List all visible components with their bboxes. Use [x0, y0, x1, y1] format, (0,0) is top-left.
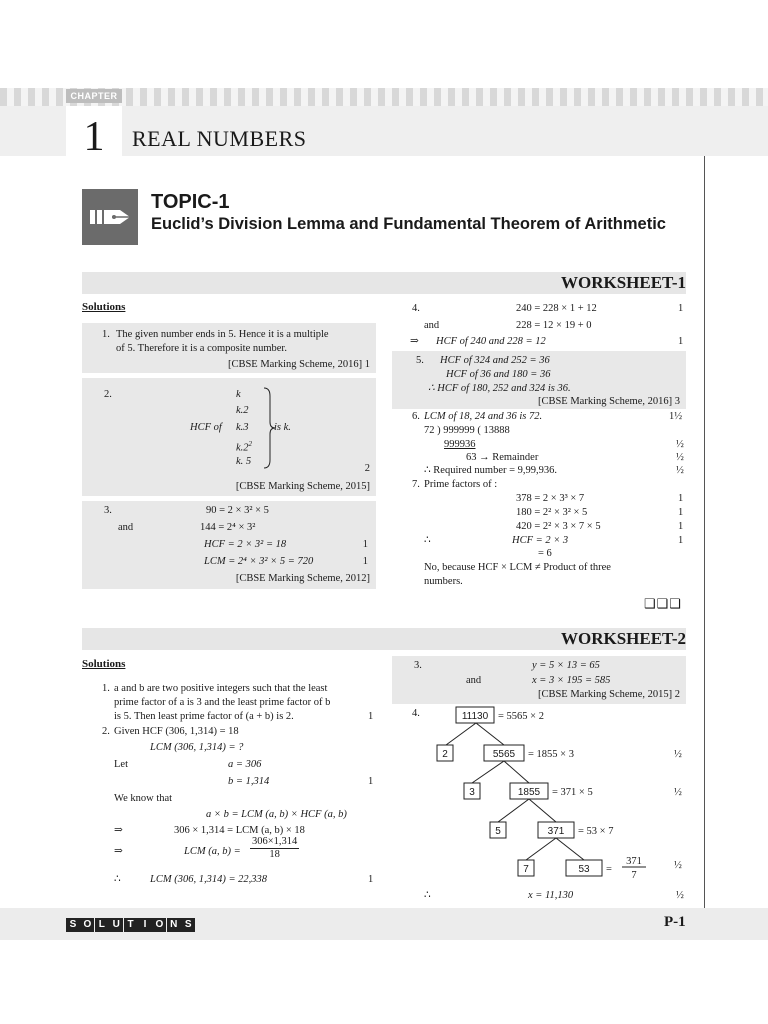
pen-nib-icon — [82, 189, 138, 245]
s7-line: 420 = 2² × 3 × 7 × 5 — [516, 521, 601, 532]
s4-mark: 1 — [678, 303, 684, 314]
s2-term: k.2 — [236, 405, 249, 416]
implies-icon: ⇒ — [114, 846, 123, 857]
w2s2-line: 306 × 1,314 = LCM (a, b) × 18 — [174, 825, 305, 836]
s7-line: = 6 — [538, 548, 552, 559]
w2s2-line: b = 1,314 — [228, 776, 270, 787]
ws2-solutions-label: Solutions — [82, 658, 126, 670]
tree-equation: = 1855 × 3 — [528, 749, 574, 760]
therefore-icon: ∴ — [424, 535, 431, 546]
ws1-solution-5-box — [392, 351, 686, 409]
s6-num: 6. — [412, 411, 420, 422]
s3-reference: [CBSE Marking Scheme, 2012] — [235, 573, 370, 584]
w2s2-line: We know that — [114, 793, 173, 804]
s6-line: LCM of 18, 24 and 36 is 72. — [424, 411, 543, 422]
tree-node-371: 371 — [547, 826, 565, 837]
s4-line: 228 = 12 × 19 + 0 — [516, 320, 592, 331]
tree-edge — [526, 838, 556, 860]
w2s2-line: LCM (a, b) = — [184, 846, 241, 857]
s3-and: and — [118, 522, 134, 533]
ws1-solution-2-box — [82, 378, 376, 496]
s6-mark: ½ — [676, 465, 684, 476]
s7-mark: 1 — [678, 521, 684, 532]
chapter-number: 1 — [66, 106, 122, 166]
tree-fraction-denominator: 7 — [631, 870, 637, 881]
w2s3-line: x = 3 × 195 = 585 — [532, 675, 611, 686]
tree-node-53: 53 — [578, 864, 590, 875]
tree-node-1855: 1855 — [517, 787, 541, 798]
logo-letter: O — [80, 918, 94, 932]
logo-letter: L — [95, 918, 109, 932]
w2s4-mark: ½ — [676, 890, 684, 901]
s7-line: 180 = 2² × 3² × 5 — [516, 507, 588, 518]
w2s2-line: LCM (306, 1,314) = 22,338 — [150, 874, 268, 885]
tree-edge — [472, 761, 504, 783]
therefore-icon: ∴ — [424, 890, 431, 901]
tree-half-mark: ½ — [674, 787, 682, 798]
tree-edge — [504, 761, 529, 783]
s3-line: HCF = 2 × 3² = 18 — [204, 539, 287, 550]
tree-fraction-numerator: 371 — [626, 856, 642, 867]
s1-reference: [CBSE Marking Scheme, 2016] 1 — [227, 359, 370, 370]
s5-line: HCF of 324 and 252 = 36 — [440, 355, 550, 366]
w2s3-reference: [CBSE Marking Scheme, 2015] 2 — [537, 689, 680, 700]
tree-edge — [556, 838, 584, 860]
w2s1-line: is 5. Then least prime factor of (a + b) is 2. — [114, 711, 294, 722]
w2s4-final: x = 11,130 — [528, 890, 574, 901]
tree-node-3: 3 — [469, 787, 475, 798]
topic-heading: TOPIC-1 — [151, 191, 230, 213]
s2-term: k.3 — [236, 422, 249, 433]
logo-letter: U — [109, 918, 123, 932]
s6-line: 72 ) 999999 ( 13888 — [424, 425, 510, 436]
tree-node-5: 5 — [495, 826, 501, 837]
ws1-solution-3-box — [82, 501, 376, 589]
tree-node-11130: 11130 — [461, 711, 489, 722]
w2s1-num: 1. — [102, 683, 110, 694]
s2-term — [236, 438, 252, 455]
tree-node-7: 7 — [523, 864, 529, 875]
s4-and: and — [424, 320, 440, 331]
tree-edge — [498, 799, 529, 822]
s3-line: LCM = 2⁴ × 3² × 5 = 720 — [204, 556, 314, 567]
s2-term-base: k.2 — [236, 442, 249, 454]
w2s3-and: and — [466, 675, 482, 686]
s7-mark: 1 — [678, 535, 684, 546]
tree-equation: = 5565 × 2 — [498, 711, 544, 722]
logo-letter: N — [167, 918, 181, 932]
s5-line: ∴ HCF of 180, 252 and 324 is 36. — [428, 383, 571, 394]
s6-mark: ½ — [676, 439, 684, 450]
tree-half-mark: ½ — [674, 749, 682, 760]
s4-line: HCF of 240 and 228 = 12 — [436, 336, 546, 347]
s7-line: 378 = 2 × 3³ × 7 — [516, 493, 585, 504]
ws1-solution-1-box — [82, 323, 376, 373]
right-margin-rule — [704, 156, 705, 908]
ws1-solutions-label: Solutions — [82, 301, 126, 313]
tree-edge — [446, 723, 476, 745]
s4-num: 4. — [412, 303, 420, 314]
tree-equation: = — [606, 864, 612, 875]
s1-line: of 5. Therefore it is a composite number. — [116, 343, 287, 354]
logo-letter: S — [66, 918, 80, 932]
implies-icon: ⇒ — [114, 825, 123, 836]
s6-line: 63 → Remainder — [466, 452, 539, 463]
s4-line: 240 = 228 × 1 + 12 — [516, 303, 597, 314]
logo-letter: S — [181, 918, 195, 932]
w2s1-mark: 1 — [368, 711, 374, 722]
page-number: P-1 — [664, 914, 686, 930]
w2s2-line: a × b = LCM (a, b) × HCF (a, b) — [206, 809, 347, 820]
w2s3-line: y = 5 × 13 = 65 — [532, 660, 600, 671]
tree-node-5565: 5565 — [492, 749, 516, 760]
s4-mark: 1 — [678, 336, 684, 347]
s3-line: 90 = 2 × 3² × 5 — [206, 505, 269, 516]
s7-line: No, because HCF × LCM ≠ Product of three — [424, 562, 611, 573]
s7-line: Prime factors of : — [424, 479, 498, 490]
s5-num: 5. — [416, 355, 424, 366]
s2-term: k — [236, 389, 241, 400]
ws2-solution-3-box — [392, 656, 686, 704]
s3-line: 144 = 2⁴ × 3² — [200, 522, 256, 533]
tree-node-2: 2 — [442, 749, 448, 760]
w2s2-num: 2. — [102, 726, 110, 737]
s1-num: 1. — [102, 329, 110, 340]
s2-num: 2. — [104, 389, 112, 400]
worksheet-1-title: WORKSHEET-1 — [560, 273, 686, 292]
s2-reference: [CBSE Marking Scheme, 2015] — [235, 481, 370, 492]
w2s3-num: 3. — [414, 660, 422, 671]
w2s2-line: LCM (306, 1,314) = ? — [150, 742, 244, 753]
fraction-denominator: 18 — [269, 849, 280, 860]
s7-line: numbers. — [424, 576, 463, 587]
tree-edge — [529, 799, 556, 822]
s6-line: ∴ Required number = 9,99,936. — [424, 465, 558, 476]
s2-hcf-label: HCF of — [190, 422, 222, 433]
chapter-title: REAL NUMBERS — [132, 126, 307, 151]
s5-line: HCF of 36 and 180 = 36 — [446, 369, 551, 380]
s6-mark: ½ — [676, 452, 684, 463]
w2s2-line: a = 306 — [228, 759, 262, 770]
end-of-worksheet-icon: ❑❑❑ — [644, 596, 682, 611]
worksheet-2-title: WORKSHEET-2 — [560, 629, 686, 648]
s1-line: The given number ends in 5. Hence it is a multiple — [116, 329, 329, 340]
w2s2-mark: 1 — [368, 776, 374, 787]
logo-letter: T — [124, 918, 138, 932]
w2s2-fraction — [250, 836, 299, 861]
s3-mark: 1 — [362, 556, 368, 567]
factor-tree-diagram — [392, 700, 692, 885]
chapter-label: CHAPTER — [66, 89, 122, 103]
s3-mark: 1 — [362, 539, 368, 550]
tree-half-mark: ½ — [674, 860, 682, 871]
s7-num: 7. — [412, 479, 420, 490]
logo-letter: O — [152, 918, 166, 932]
tree-edge — [476, 723, 504, 745]
tree-equation: = 53 × 7 — [578, 826, 614, 837]
topic-subtitle: Euclid’s Division Lemma and Fundamental Theorem of Arithmetic — [151, 215, 666, 233]
w2s1-line: a and b are two positive integers such that the least — [114, 683, 328, 694]
s5-reference: [CBSE Marking Scheme, 2016] 3 — [537, 396, 680, 407]
w2s4-num: 4. — [412, 708, 420, 719]
s2-term: k. 5 — [236, 456, 252, 467]
logo-letter: I — [138, 918, 152, 932]
s2-isk: is k. — [274, 422, 291, 433]
s7-mark: 1 — [678, 507, 684, 518]
s7-mark: 1 — [678, 493, 684, 504]
implies-icon: ⇒ — [410, 336, 419, 347]
s3-num: 3. — [104, 505, 112, 516]
w2s1-line: prime factor of a is 3 and the least prime factor of b — [114, 697, 331, 708]
w2s2-mark: 1 — [368, 874, 374, 885]
w2s2-line: Given HCF (306, 1,314) = 18 — [114, 726, 239, 737]
s2-term-exp: 2 — [248, 440, 253, 448]
s7-line: HCF = 2 × 3 — [512, 535, 569, 546]
s6-mark: 1½ — [669, 411, 683, 422]
therefore-icon: ∴ — [114, 874, 121, 885]
w2s2-let: Let — [114, 759, 128, 770]
s6-line: 999936 — [444, 439, 476, 450]
tree-equation: = 371 × 5 — [552, 787, 593, 798]
s2-mark: 2 — [364, 463, 370, 474]
fraction-numerator: 306×1,314 — [252, 836, 298, 847]
